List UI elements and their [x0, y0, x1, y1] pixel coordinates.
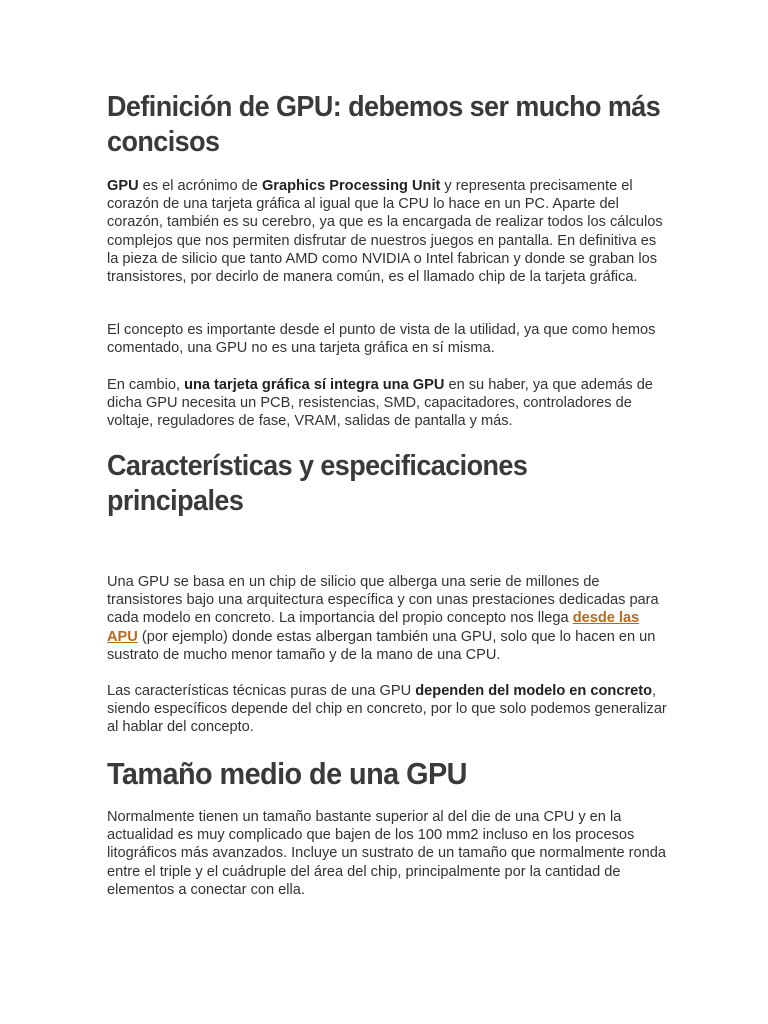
text-span: es el acrónimo de	[138, 178, 262, 194]
paragraph-caracteristicas-tecnicas	[107, 682, 667, 737]
bold-graphics-processing-unit: Graphics Processing Unit	[261, 178, 441, 194]
link-desde-las-apu[interactable]: desde las APU	[107, 610, 640, 645]
paragraph-en-cambio	[107, 376, 667, 431]
text-span: , siendo específicos depende del chip en concreto, por lo que solo podemos generalizar al hablar del concepto.	[107, 683, 667, 736]
heading-tamano-medio: Tamaño medio de una GPU	[107, 756, 467, 791]
text-span: en su haber, ya que además de dicha GPU necesita un PCB, resistencias, SMD, capacitadores, controladores de voltaje, reguladores de fase, VRAM, salidas de pantalla y más.	[107, 377, 653, 430]
text-span: Las características técnicas puras de una GPU	[107, 683, 416, 699]
paragraph-tamano: Normalmente tienen un tamaño bastante superior al del die de una CPU y en la actualidad es muy complicado que bajen de los 100 mm2 incluso en los procesos litográficos más avanzados. Incluye un sustrato de un tamaño que normalmente ronda entre el triple y el cuádruple del área del chip, principalmente por la cantidad de elementos a conectar con ella.	[107, 809, 666, 898]
text-span: En cambio,	[107, 377, 185, 393]
bold-tarjeta-integra-gpu: una tarjeta gráfica sí integra una GPU	[184, 377, 445, 393]
paragraph-chip-silicio	[107, 573, 667, 664]
text-span: y representa precisamente el corazón de una tarjeta gráfica al igual que la CPU lo hace en un PC. Aparte del corazón, también es su cerebro, ya que es la encargada de realizar todos los cálculos complejos que nos permiten disfrutar de nuestros juegos en pantalla. En definitiva es la pieza de silicio que tanto AMD como NVIDIA o Intel fabrican y donde se graban los transistores, por decirlo de manera común, es el llamado chip de la tarjeta gráfica.	[107, 178, 663, 286]
heading-caracteristicas: Características y especificaciones principales	[107, 450, 528, 517]
bold-dependen-modelo: dependen del modelo en concreto	[415, 683, 653, 699]
paragraph-concepto-importante: El concepto es importante desde el punto de vista de la utilidad, ya que como hemos comentado, una GPU no es una tarjeta gráfica en sí misma.	[107, 322, 656, 357]
text-span: Una GPU se basa en un chip de silicio que alberga una serie de millones de transistores bajo una arquitectura específica y con unas prestaciones dedicadas para cada modelo en concreto. La importancia del propio concepto nos llega	[107, 574, 659, 627]
paragraph-gpu-acronimo	[107, 177, 667, 286]
text-span: (por ejemplo) donde estas albergan también una GPU, solo que lo hacen en un sustrato de mucho menor tamaño y de la mano de una CPU.	[107, 628, 656, 663]
heading-definicion-gpu: Definición de GPU: debemos ser mucho más concisos	[107, 91, 661, 158]
bold-gpu: GPU	[107, 178, 139, 194]
